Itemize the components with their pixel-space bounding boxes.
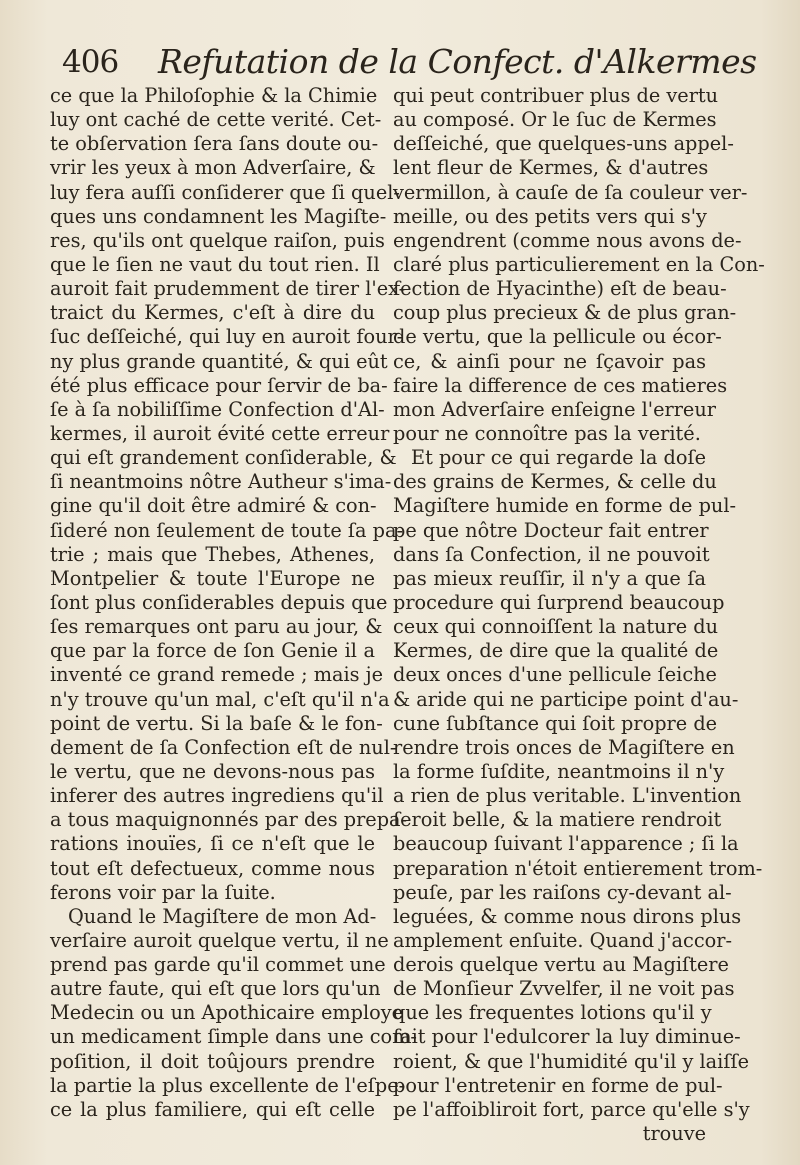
text-line: claré plus particulierement en la Con-	[393, 252, 765, 276]
running-title: Refutation de la Confect. d'Alkermes	[158, 42, 757, 81]
text-line: pas mieux reuſſir, il n'y a que ſa	[393, 566, 706, 590]
text-line: engendrent (comme nous avons de-	[393, 228, 742, 252]
text-line: qui eſt grandement conſiderable, &	[50, 446, 397, 470]
text-line: meille, ou des petits vers qui s'y	[393, 204, 707, 228]
text-line: luy ont caché de cette verité. Cet-	[50, 108, 382, 132]
text-line: ce, & ainſi pour ne ſçavoir pas	[393, 349, 706, 373]
text-line: ſont plus conſiderables depuis que	[50, 590, 388, 614]
text-line: rations inouïes, ſi ce n'eſt que le	[50, 832, 375, 856]
text-line: que les frequentes lotions qu'il y	[393, 1001, 712, 1025]
text-line: point de vertu. Si la baſe & le fon-	[50, 711, 383, 735]
text-line: traict du Kermes, c'eſt à dire du	[50, 301, 375, 325]
text-line: des grains de Kermes, & celle du	[393, 470, 717, 494]
text-line: un medicament ſimple dans une com-	[50, 1025, 417, 1049]
text-line: fait pour l'edulcorer la luy diminue-	[393, 1025, 741, 1049]
text-line: dement de ſa Confection eſt de nul-	[50, 735, 397, 759]
text-line: la forme ſuſdite, neantmoins il n'y	[393, 759, 725, 783]
text-line: deſſeiché, que quelques-uns appel-	[393, 132, 734, 156]
text-line: qui peut contribuer plus de vertu	[393, 84, 719, 107]
text-line: pe que nôtre Docteur fait entrer	[393, 518, 709, 542]
text-line: deux onces d'une pellicule ſeiche	[393, 663, 717, 687]
text-line: a tous maquignonnés par des prepa-	[50, 808, 408, 832]
text-line: faire la difference de ces matieres	[393, 373, 728, 397]
text-line: luy fera auſſi conſiderer que ſi quel-	[50, 180, 400, 204]
text-line: fection de Hyacinthe) eſt de beau-	[393, 277, 727, 301]
text-line: auroit fait prudemment de tirer l'ex-	[50, 277, 406, 301]
text-line: a rien de plus veritable. L'invention	[393, 784, 742, 808]
text-line: Magiſtere humide en forme de pul-	[393, 494, 737, 518]
catchword: trouve	[642, 1122, 706, 1146]
text-line: la partie la plus excellente de l'eſpe-	[50, 1073, 406, 1097]
text-line: & aride qui ne participe point d'au-	[393, 687, 739, 711]
text-line: ce la plus familiere, qui eſt celle	[50, 1097, 375, 1121]
text-line: kermes, il auroit évité cette erreur	[50, 421, 390, 445]
text-line: inventé ce grand remede ; mais je	[50, 663, 384, 687]
text-line: mon Adverſaire enſeigne l'erreur	[393, 397, 716, 421]
text-line: trie ; mais que Thebes, Athenes,	[50, 542, 375, 566]
text-line: Kermes, de dire que la qualité de	[393, 639, 719, 663]
page-header	[62, 38, 762, 88]
page-number: 406	[62, 44, 119, 80]
text-line: ſe à ſa nobiliſſime Confection d'Al-	[50, 397, 385, 421]
text-line: rendre trois onces de Magiſtere en	[393, 735, 735, 759]
text-line: ſeroit belle, & la matiere rendroit	[393, 808, 722, 832]
text-line: verſaire auroit quelque vertu, il ne	[50, 928, 389, 952]
text-line: cune ſubſtance qui ſoit propre de	[393, 711, 718, 735]
text-line: été plus efficace pour ſervir de ba-	[50, 373, 388, 397]
text-line: lent fleur de Kermes, & d'autres	[393, 156, 709, 180]
text-line: de vertu, que la pellicule ou écor-	[393, 325, 722, 349]
text-line: pe l'affoibliroit fort, parce qu'elle s'y	[393, 1097, 750, 1121]
text-line: prend pas garde qu'il commet une	[50, 953, 386, 977]
text-line: Montpelier & toute l'Europe ne	[50, 566, 375, 590]
text-line: Et pour ce qui regarde la doſe	[411, 446, 706, 470]
text-line: pour l'entretenir en forme de pul-	[393, 1073, 723, 1097]
text-line: leguées, & comme nous dirons plus	[393, 904, 742, 928]
text-line: ceux qui connoiſſent la nature du	[393, 615, 719, 639]
text-line: de Monſieur Zvvelfer, il ne voit pas	[393, 977, 735, 1001]
text-line: tout eſt defectueux, comme nous	[50, 856, 375, 880]
text-line: procedure qui ſurprend beaucoup	[393, 590, 725, 614]
text-line: ſi neantmoins nôtre Autheur s'ima-	[50, 470, 392, 494]
text-line: Medecin ou un Apothicaire employe	[50, 1001, 404, 1025]
text-line: vermillon, à cauſe de ſa couleur ver-	[393, 180, 748, 204]
text-line: ferons voir par la ſuite.	[50, 880, 276, 904]
text-line: ny plus grande quantité, & qui eût	[50, 349, 388, 373]
text-line: poſition, il doit toûjours prendre	[50, 1049, 375, 1073]
text-line: ce que la Philoſophie & la Chimie	[50, 84, 378, 107]
text-line: roient, & que l'humidité qu'il y laiſſe	[393, 1049, 750, 1073]
text-line: ſideré non ſeulement de toute ſa pa-	[50, 518, 403, 542]
text-line: te obſervation ſera ſans doute ou-	[50, 132, 379, 156]
text-line: vrir les yeux à mon Adverſaire, &	[50, 156, 376, 180]
text-line: ſes remarques ont paru au jour, &	[50, 615, 383, 639]
text-line: res, qu'ils ont quelque raiſon, puis	[50, 228, 385, 252]
text-line: ſuc deſſeiché, qui luy en auroit four-	[50, 325, 404, 349]
text-line: que le ſien ne vaut du tout rien. Il	[50, 252, 380, 276]
text-line: le vertu, que ne devons-nous pas	[50, 759, 375, 783]
text-line: Quand le Magiſtere de mon Ad-	[68, 904, 377, 928]
text-line: dans ſa Confection, il ne pouvoit	[393, 542, 710, 566]
text-line: beaucoup ſuivant l'apparence ; ſi la	[393, 832, 739, 856]
text-line: amplement enſuite. Quand j'accor-	[393, 928, 732, 952]
text-line: que par la force de ſon Genie il a	[50, 639, 375, 663]
text-line: pour ne connoître pas la verité.	[393, 421, 701, 445]
text-line: derois quelque vertu au Magiſtere	[393, 953, 729, 977]
text-line: n'y trouve qu'un mal, c'eſt qu'il n'a	[50, 687, 390, 711]
text-line: preparation n'étoit entierement trom-	[393, 856, 763, 880]
text-line: autre faute, qui eſt que lors qu'un	[50, 977, 381, 1001]
text-line: ques uns condamnent les Magiſte-	[50, 204, 387, 228]
text-line: inferer des autres ingrediens qu'il	[50, 784, 384, 808]
text-line: gine qu'il doit être admiré & con-	[50, 494, 377, 518]
left-column	[50, 84, 417, 1122]
text-line: peuſe, par les raiſons cy-devant al-	[393, 880, 732, 904]
text-line: coup plus precieux & de plus gran-	[393, 301, 737, 325]
right-column	[393, 84, 765, 1146]
text-line: au composé. Or le ſuc de Kermes	[393, 108, 717, 132]
